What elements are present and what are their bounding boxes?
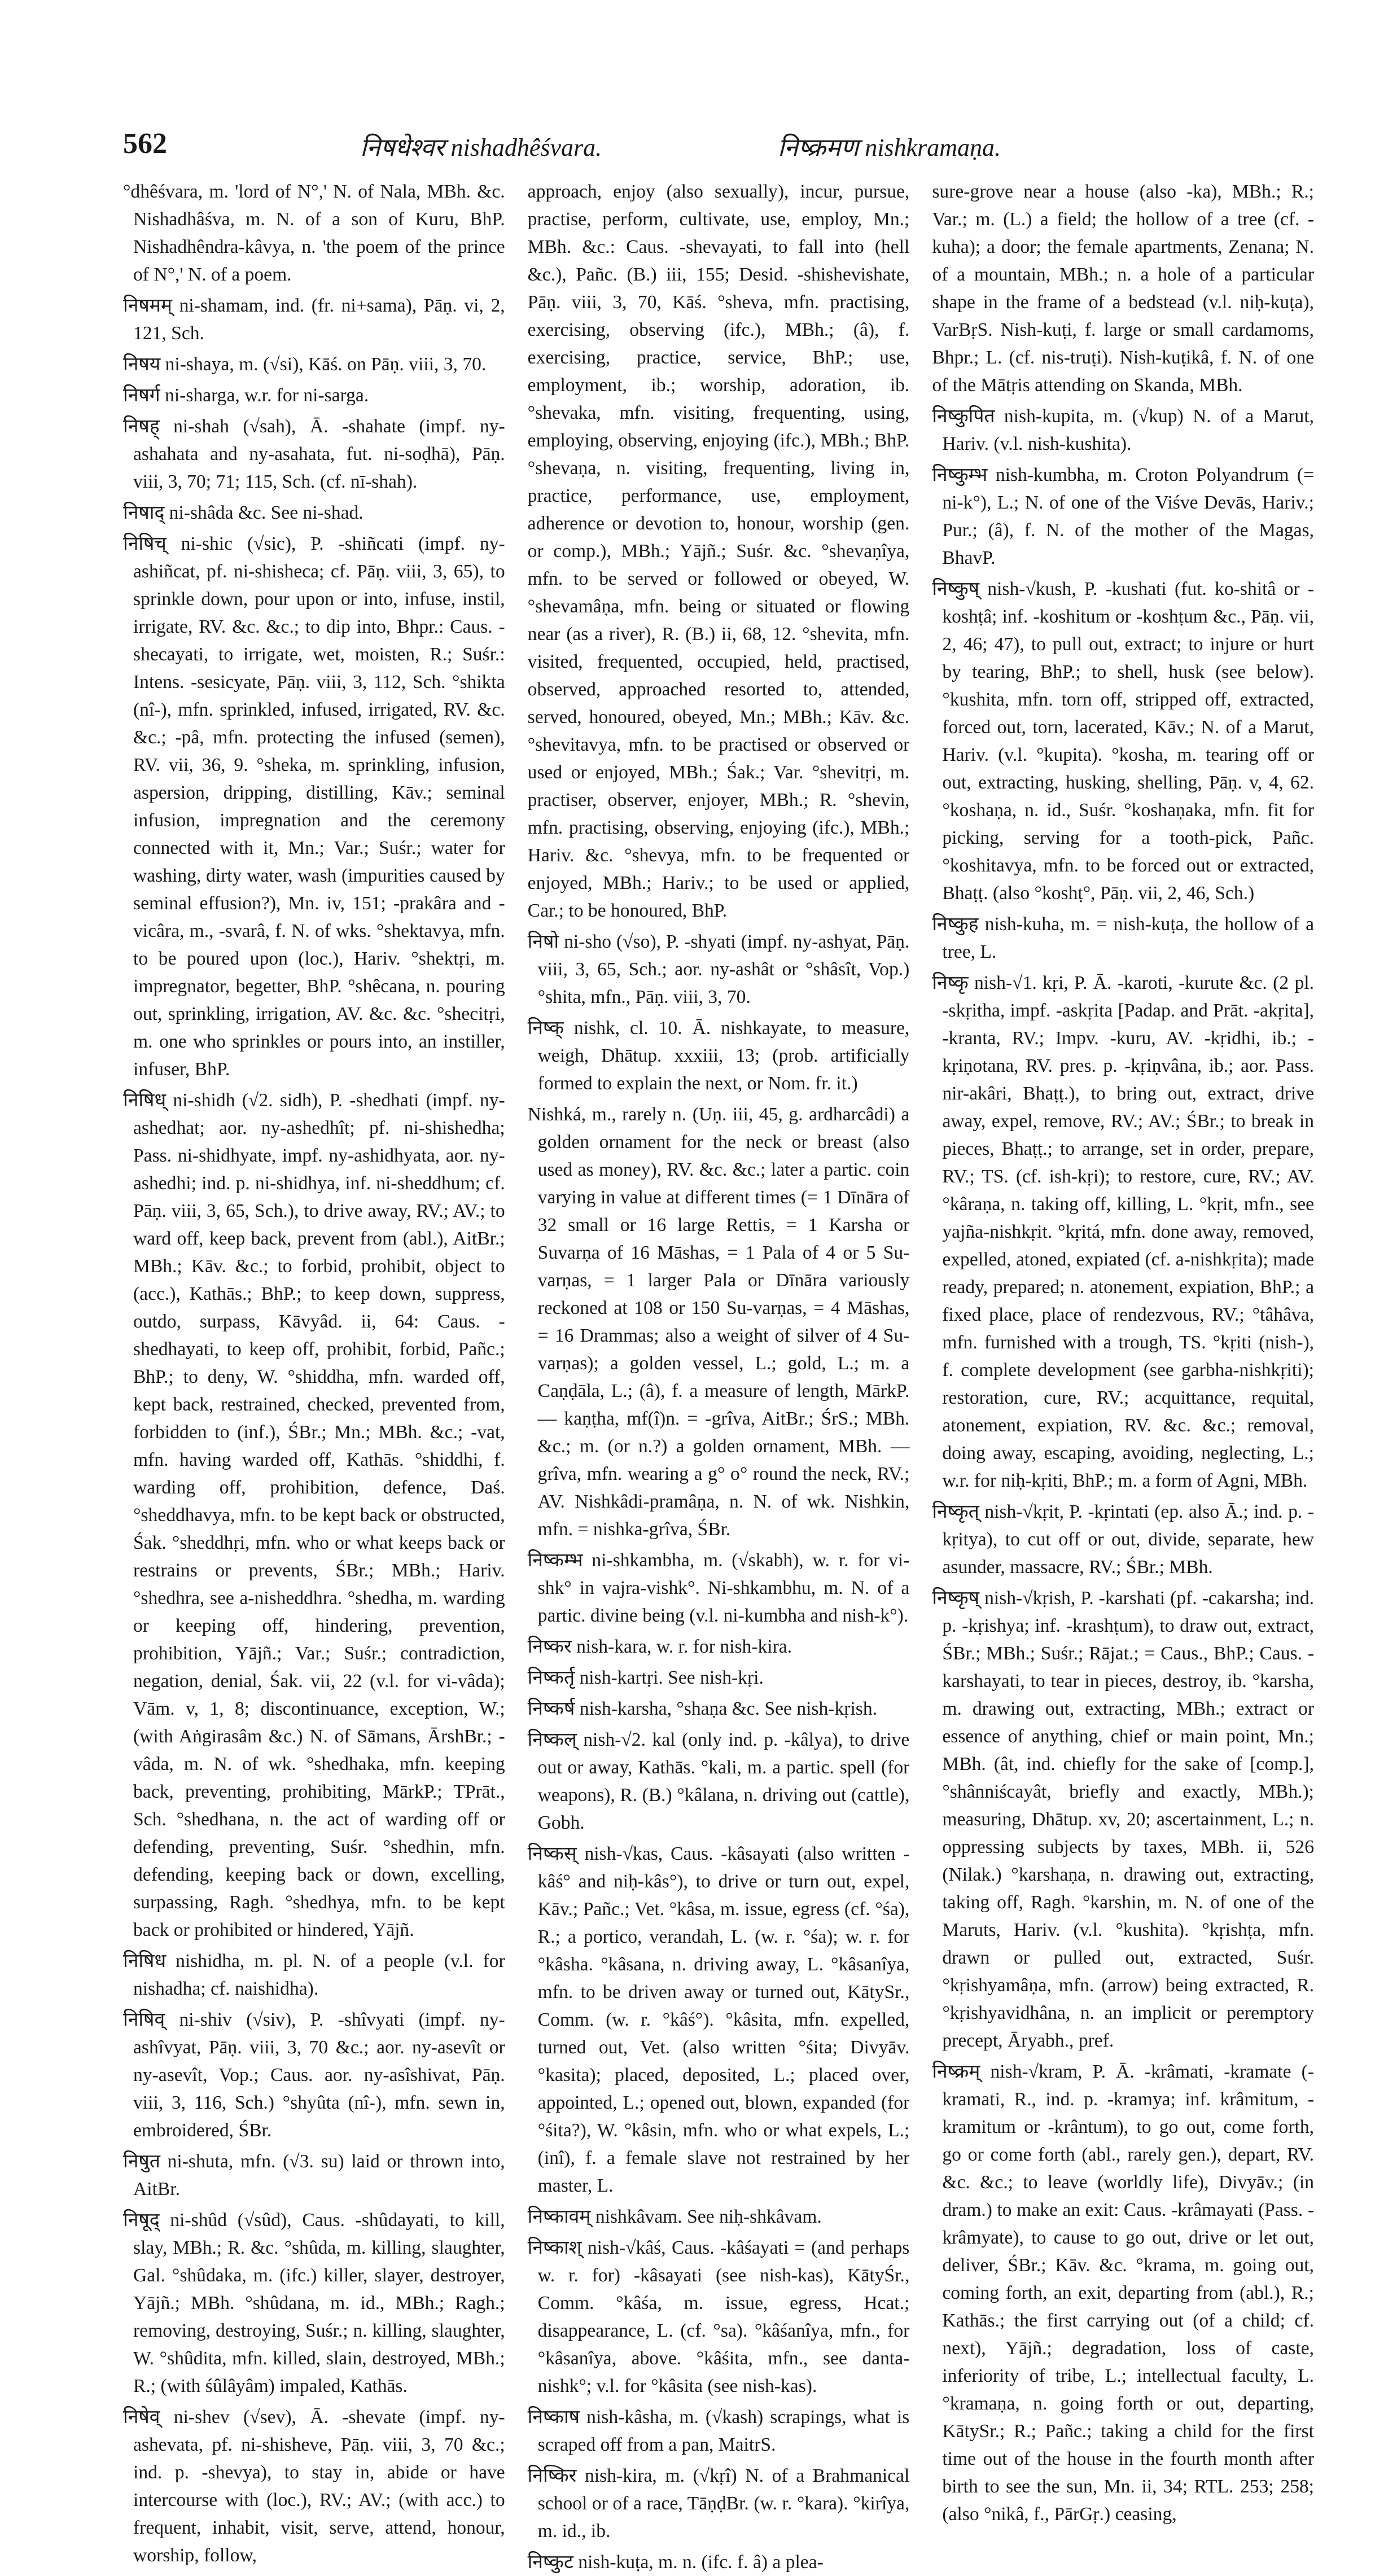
dictionary-entry: निष्कुह nish-kuha, m. = nish-kuṭa, the hollow of a tree, L. — [932, 914, 1315, 962]
dictionary-entry: निष्कृष् nish-√kṛish, P. -karshati (pf. -cakarsha; ind. p. -kṛishya; inf. -krashṭum), to draw out, extract, ŚBr.; MBh.; Suśr.; Rājat.; = Caus., BhP.; Caus. -karshayati, to tear in pieces, destroy, ib. °karsha, m. drawing out, extracting, MBh.; extract or essence of anything, chief or main point, Mn.; MBh. (ât, ind. chiefly for the sake of [comp.], °shânniścayât, briefly and exactly, MBh.); measuring, Dhātup. xv, 20; ascertainment, L.; n. oppressing subjects by taxes, MBh. ii, 526 (Nilak.) °karshaṇa, n. drawing out, extracting, taking off, Ragh. °karshin, m. N. of one of the Maruts, Hariv. (v.l. °kushita). °kṛishṭa, mfn. drawn or pulled out, extracted, Suśr. °kṛishyamâṇa, mfn. (arrow) being extracted, R. °kṛishyavidhâna, n. an implicit or peremptory precept, Āryabh., pref. — [932, 1588, 1315, 2051]
dictionary-entry: निषूद् ni-shûd (√sûd), Caus. -shûdayati, to kill, slay, MBh.; R. &c. °shûda, m. killing, slaughter, Gal. °shûdaka, m. (ifc.) killer, slayer, destroyer, Yājñ.; MBh. °shûdana, m. id., MBh.; Ragh.; removing, destroying, Suśr.; n. killing, slaughter, W. °shûdita, mfn. killed, slain, destroyed, MBh.; R.; (with śûlâyâm) impaled, Kathās. — [123, 2210, 505, 2397]
dictionary-entry: approach, enjoy (also sexually), incur, pursue, practise, perform, cultivate, use, employ, Mn.; MBh. &c.: Caus. -shevayati, to fall into (hell &c.), Pañc. (B.) iii, 155; Desid. -shishevishate, Pāṇ. viii, 3, 70, Kāś. °sheva, mfn. practising, exercising, observing (ifc.), MBh.; (â), f. exercising, practice, service, BhP.; use, employment, ib.; worship, adoration, ib. °shevaka, mfn. visiting, frequenting, using, employing, observing, enjoying (ifc.), MBh.; BhP. °shevaṇa, n. visiting, frequenting, living in, practice, performance, use, employment, adherence or devotion to, honour, worship (gen. or comp.), MBh.; Yājñ.; Suśr. &c. °shevaṇîya, mfn. to be served or followed or obeyed, W. °shevamâṇa, mfn. being or situated or flowing near (as a river), R. (B.) ii, 68, 12. °shevita, mfn. visited, frequented, occupied, held, practised, observed, approached resorted to, attended, served, honoured, obeyed, Mn.; MBh.; Kāv. &c. °shevitavya, mfn. to be practised or observed or used or enjoyed, MBh.; Śak.; Var. °shevitṛi, m. practiser, observer, enjoyer, MBh.; R. °shevin, mfn. practising, observing, enjoying (ifc.), MBh.; Hariv. &c. °shevya, mfn. to be frequented or enjoyed, MBh.; Hariv.; to be used or applied, Car.; to be honoured, BhP. — [527, 181, 910, 921]
dictionary-entry: निष्कस् nish-√kas, Caus. -kâsayati (also written -kâś° and niḥ-kâs°), to drive or turn out, expel, Kāv.; Pañc.; Vet. °kâsa, m. issue, egress (cf. °śa), R.; a portico, verandah, L. (w. r. °śa); w. r. for °kâsha. °kâsana, n. driving away, L. °kâsanîya, mfn. to be driven away or turned out, KātySr., Comm. (w. r. °kâś°). °kâsita, mfn. expelled, turned out, Vet. (also written °śita; Divyāv. °kasita); placed, deposited, L.; placed over, appointed, L.; opened out, blown, expanded (for °śita?), W. °kâsin, mfn. who or what expels, L.; (inî), f. a female slave not restrained by her master, L. — [527, 1843, 910, 2196]
dictionary-entry: निषो ni-sho (√so), P. -shyati (impf. ny-ashyat, Pāṇ. viii, 3, 65, Sch.; aor. ny-ashât or °shâsît, Vop.) °shita, mfn., Pāṇ. viii, 3, 70. — [527, 931, 910, 1007]
dictionary-entry: निषिध nishidha, m. pl. N. of a people (v.l. for nishadha; cf. naishidha). — [123, 1951, 505, 1999]
dictionary-entry: निष्कृ nish-√1. kṛi, P. Ā. -karoti, -kurute &c. (2 pl. -skṛitha, impf. -askṛita [Padap. and Prāt. -akṛita], -kranta, RV.; Impv. -kuru, AV. -kṛidhi, ib.; -kṛiṇotana, RV. pres. p. -kṛiṇvâna, ib.; aor. Pass. nir-akâri, Bhaṭṭ.), to bring out, extract, drive away, expel, remove, RV.; AV.; ŚBr.; to break in pieces, Bhaṭṭ.; to arrange, set in order, prepare, RV.; TS. (cf. ish-kṛi); to restore, cure, RV.; AV. °kâraṇa, n. taking off, killing, L. °kṛit, mfn., see yajña-nishkṛit. °kṛitá, mfn. done away, removed, expelled, atoned, expiated (cf. a-nishkṛita); made ready, prepared; n. atonement, expiation, BhP.; a fixed place, place of rendezvous, RV.; °tâhâva, mfn. furnished with a trough, TS. °kṛiti (nish-), f. complete development (see garbha-nishkṛiti); restoration, cure, RV.; acquittance, requital, atonement, expiation, RV. &c. &c.; removal, doing away, escaping, avoiding, neglecting, L.; w.r. for niḥ-kṛiti, BhP.; m. a form of Agni, MBh. — [932, 972, 1315, 1491]
dictionary-entry: निष्कल् nish-√2. kal (only ind. p. -kâlya), to drive out or away, Kathās. °kali, m. a partic. spell (for weapons), R. (B.) °kâlana, n. driving out (cattle), Gobh. — [527, 1729, 910, 1833]
dictionary-entry: sure-grove near a house (also -ka), MBh.; R.; Var.; m. (L.) a field; the hollow of a tree (cf. -kuha); a door; the female apartments, Zenana; N. of a mountain, MBh.; n. a hole of a particular shape in the frame of a bedstead (v.l. niḥ-kuṭa), VarBṛS. Nish-kuṭi, f. large or small cardamoms, Bhpr.; L. (cf. nis-truṭi). Nish-kuṭikâ, f. N. of one of the Mātṛis attending on Skanda, MBh. — [932, 181, 1315, 396]
dictionary-entry: निषमम् ni-shamam, ind. (fr. ni+sama), Pāṇ. vi, 2, 121, Sch. — [123, 295, 505, 344]
dictionary-entry: निषिच् ni-shic (√sic), P. -shiñcati (impf. ny-ashiñcat, pf. ni-shisheca; cf. Pāṇ. viii, 3, 65), to sprinkle down, pour upon or into, infuse, instil, irrigate, RV. &c. &c.; to dip into, Bhpr.: Caus. -shecayati, to irrigate, wet, moisten, R.; Suśr.: Intens. -sesicyate, Pāṇ. viii, 3, 112, Sch. °shikta (nî-), mfn. sprinkled, infused, irrigated, RV. &c. &c.; -pâ, mfn. protecting the infused (semen), RV. vii, 36, 9. °sheka, m. sprinkling, infusion, aspersion, dripping, distilling, Kāv.; seminal infusion, impregnation and the ceremony connected with it, Mn.; Var.; Suśr.; water for washing, dirty water, wash (impurities caused by seminal effusion?), Mn. iv, 151; -prakâra and -vicâra, m., -svarâ, f. N. of wks. °shektavya, mfn. to be poured upon (loc.), Hariv. °shektṛi, m. impregnator, begetter, BhP. °shêcana, n. pouring out, sprinkling, irrigation, AV. &c. &c. °shecitṛi, m. one who sprinkles or pours into, an instiller, infuser, BhP. — [123, 533, 505, 1080]
dictionary-entry: निष्क् nishk, cl. 10. Ā. nishkayate, to measure, weigh, Dhātup. xxxiii, 13; (prob. artificially formed to explain the next, or Nom. fr. it.) — [527, 1018, 910, 1094]
dictionary-entry: निषह् ni-shah (√sah), Ā. -shahate (impf. ny-ashahata and ny-asahata, fut. ni-soḍhā), Pāṇ. viii, 3, 70; 71; 115, Sch. (cf. nī-shah). — [123, 416, 505, 492]
column-2 — [527, 178, 910, 2573]
dictionary-entry: निष्काश् nish-√kâś, Caus. -kâśayati = (and perhaps w. r. for) -kâsayati (see nish-kas), KātyŚr., Comm. °kâśa, m. issue, egress, Hcat.; disappearance, L. (cf. °sa). °kâśanîya, mfn., for °kâsanîya, above. °kâśita, mfn., see danta-nishk°; v.l. for °kâsita (see nish-kas). — [527, 2237, 910, 2397]
page-number: 562 — [123, 128, 167, 160]
column-1 — [123, 178, 505, 2566]
column-3 — [932, 178, 1315, 2525]
dictionary-entry: निष्कृत् nish-√kṛit, P. -kṛintati (ep. also Ā.; ind. p. -kṛitya), to cut off or out, divide, separate, hew asunder, massacre, RV.; ŚBr.; MBh. — [932, 1501, 1315, 1578]
dictionary-entry: निष्कर्ष nish-karsha, °shaṇa &c. See nish-kṛish. — [527, 1698, 878, 1719]
right-running-headword: निष्क्रमण nishkramaṇa. — [778, 134, 1001, 161]
dictionary-entry: निषिव् ni-shiv (√siv), P. -shîvyati (impf. ny-ashîvyat, Pāṇ. viii, 3, 70 &c.; aor. ny-asevît or ny-asevît, Vop.; Caus. aor. ny-asîshivat, Pāṇ. viii, 3, 116, Sch.) °shyûta (nî-), mfn. sewn in, embroidered, ŚBr. — [123, 2009, 505, 2141]
dictionary-entry: निष्कावम् nishkâvam. See niḥ-shkâvam. — [527, 2206, 822, 2227]
dictionary-entry: निषेव् ni-shev (√sev), Ā. -shevate (impf. ny-ashevata, pf. ni-shisheve, Pāṇ. viii, 3, 70 &c.; ind. p. -shevya), to stay in, abide or have intercourse with (loc.), RV.; AV.; (with acc.) to frequent, inhabit, visit, serve, attend, honour, worship, follow, — [123, 2407, 505, 2566]
dictionary-entry: निष्कुम्भ nish-kumbha, m. Croton Polyandrum (= ni-k°), L.; N. of one of the Viśve Devās, Hariv.; Pur.; (â), f. N. of the mother of the Magas, BhavP. — [932, 465, 1315, 568]
dictionary-entry: °dhêśvara, m. 'lord of N°,' N. of Nala, MBh. &c. Nishadhâśva, m. N. of a son of Kuru, BhP. Nishadhêndra-kâvya, n. 'the poem of the prince of N°,' N. of a poem. — [123, 181, 505, 285]
dictionary-entry: निषाद् ni-shâda &c. See ni-shad. — [123, 502, 364, 523]
dictionary-entry: निष्कुपित nish-kupita, m. (√kup) N. of a Marut, Hariv. (v.l. nish-kushita). — [932, 406, 1315, 454]
dictionary-entry: निष्क्रम् nish-√kram, P. Ā. -krâmati, -kramate (-kramati, R., ind. p. -kramya; inf. krâmitum, -kramitum or -krântum), to go out, come forth, go or come forth (abl., rarely gen.), depart, RV. &c. &c.; to leave (worldly life), Divyāv.; (in dram.) to make an exit: Caus. -krâmayati (Pass. -krâmyate), to cause to go out, drive or let out, deliver, ŚBr.; Kāv. &c. °krama, m. going out, coming forth, an exit, departing from (abl.), R.; Kathās.; the first carrying out (of a child; cf. next), Yājñ.; degradation, loss of caste, inferiority of tribe, L.; intellectual faculty, L. °kramaṇa, n. going forth or out, departing, KātySr.; R.; Pañc.; taking a child for the first time out of the house in the fourth month after birth to see the sun, Mn. ii, 34; RTL. 253; 258; (also °nikâ, f., PārGṛ.) ceasing, — [932, 2061, 1315, 2525]
dictionary-entry: निष्काष nish-kâsha, m. (√kash) scrapings, what is scraped off from a pan, MaitrS. — [527, 2407, 910, 2455]
dictionary-entry: निषय ni-shaya, m. (√si), Kāś. on Pāṇ. viii, 3, 70. — [123, 354, 487, 375]
page-header — [123, 127, 1311, 167]
dictionary-entry: निष्कुट nish-kuṭa, m. n. (ifc. f. â) a plea- — [527, 2552, 824, 2573]
dictionary-entry: निष्कम्भ ni-shkambha, m. (√skabh), w. r. for vi-shk° in vajra-vishk°. Ni-shkambhu, m. N. of a partic. divine being (v.l. ni-kumbha and nish-k°). — [527, 1550, 910, 1626]
dictionary-entry: निषिध् ni-shidh (√2. sidh), P. -shedhati (impf. ny-ashedhat; aor. ny-ashedhît; pf. ni-shishedha; Pass. ni-shidhyate, impf. ny-ashidhyata, aor. ny-ashedhi; ind. p. ni-shidhya, inf. ni-sheddhum; cf. Pāṇ. viii, 3, 65, Sch.), to drive away, RV.; AV.; to ward off, keep back, prevent from (abl.), AitBr.; MBh.; Kāv. &c.; to forbid, prohibit, object to (acc.), Kathās.; BhP.; to keep down, suppress, outdo, surpass, Kāvyâd. ii, 64: Caus. -shedhayati, to keep off, prohibit, forbid, Pañc.; BhP.; to deny, W. °shiddha, mfn. warded off, kept back, restrained, checked, prevented from, forbidden to (inf.), ŚBr.; Mn.; MBh. &c.; -vat, mfn. having warded off, Kathās. °shiddhi, f. warding off, prohibition, defence, Daś. °sheddhavya, mfn. to be kept back or obstructed, Śak. °sheddhṛi, mfn. who or what keeps back or restrains or prevents, ŚBr.; MBh.; Hariv. °shedhra, see a-nisheddhra. °shedha, m. warding or keeping off, hindering, prevention, prohibition, Yājñ.; Var.; Suśr.; contradiction, negation, denial, Śak. vii, 22 (v.l. for vi-vâda); Vām. v, 1, 8; discontinuance, exception, W.; (with Aṅgirasâm &c.) N. of Sāmans, ĀrshBr.; -vâda, m. N. of wk. °shedhaka, mfn. keeping back, preventing, prohibiting, MārkP.; TPrāt., Sch. °shedhana, n. the act of warding off or defending, preventing, Suśr. °shedhin, mfn. defending, keeping back or down, excelling, surpassing, Ragh. °shedhya, mfn. to be kept back or prohibited or hindered, Yājñ. — [123, 1090, 505, 1940]
dictionary-entry: Nishká, m., rarely n. (Uṇ. iii, 45, g. ardharcâdi) a golden ornament for the neck or breast (also used as money), RV. &c. &c.; later a partic. coin varying in value at different times (= 1 Dīnāra of 32 small or 16 large Rettis, = 1 Karsha or Suvarṇa of 16 Māshas, = 1 Pala of 4 or 5 Su-varṇas, = 1 larger Pala or Dīnāra variously reckoned at 108 or 150 Su-varṇas, = 4 Māshas, = 16 Drammas; also a weight of silver of 4 Su-varṇas); a golden vessel, L.; gold, L.; m. a Caṇḍāla, L.; (â), f. a measure of length, MārkP. — kaṇṭha, mf(î)n. = -grîva, AitBr.; ŚrS.; MBh. &c.; m. (or n.?) a golden ornament, MBh. — grîva, mfn. wearing a g° o° round the neck, RV.; AV. Nishkâdi-pramâṇa, n. N. of wk. Nishkin, mfn. = nishka-grîva, ŚBr. — [527, 1104, 910, 1540]
dictionary-entry: निषुत ni-shuta, mfn. (√3. su) laid or thrown into, AitBr. — [123, 2151, 505, 2200]
dictionary-entry: निष्किर nish-kira, m. (√kṛî) N. of a Brahmanical school or of a race, TāṇḍBr. (w. r. °kara). °kirîya, m. id., ib. — [527, 2465, 910, 2542]
dictionary-entry: निषर्ग ni-sharga, w.r. for ni-sarga. — [123, 385, 369, 406]
dictionary-columns — [123, 178, 1315, 2573]
dictionary-entry: निष्कर nish-kara, w. r. for nish-kira. — [527, 1636, 792, 1657]
dictionary-entry: निष्कुष् nish-√kush, P. -kushati (fut. ko-shitâ or -koshṭâ; inf. -koshitum or -koshṭum &c., Pāṇ. vii, 2, 46; 47), to pull out, extract; to injure or hurt by tearing, BhP.; to shell, husk (see below). °kushita, mfn. torn off, stripped off, extracted, forced out, torn, lacerated, Kāv.; N. of a Marut, Hariv. (v.l. °kupita). °kosha, m. tearing off or out, extracting, husking, shelling, Pāṇ. v, 4, 62. °koshaṇa, n. id., Suśr. °koshaṇaka, mfn. fit for picking, serving for a tooth-pick, Pañc. °koshitavya, mfn. to be forced out or extracted, Bhaṭṭ. (also °koshṭ°, Pāṇ. vii, 2, 46, Sch.) — [932, 579, 1315, 904]
left-running-headword: निषधेश्वर nishadhêśvara. — [360, 134, 602, 161]
dictionary-entry: निष्कर्तृ nish-kartṛi. See nish-kṛi. — [527, 1667, 764, 1688]
